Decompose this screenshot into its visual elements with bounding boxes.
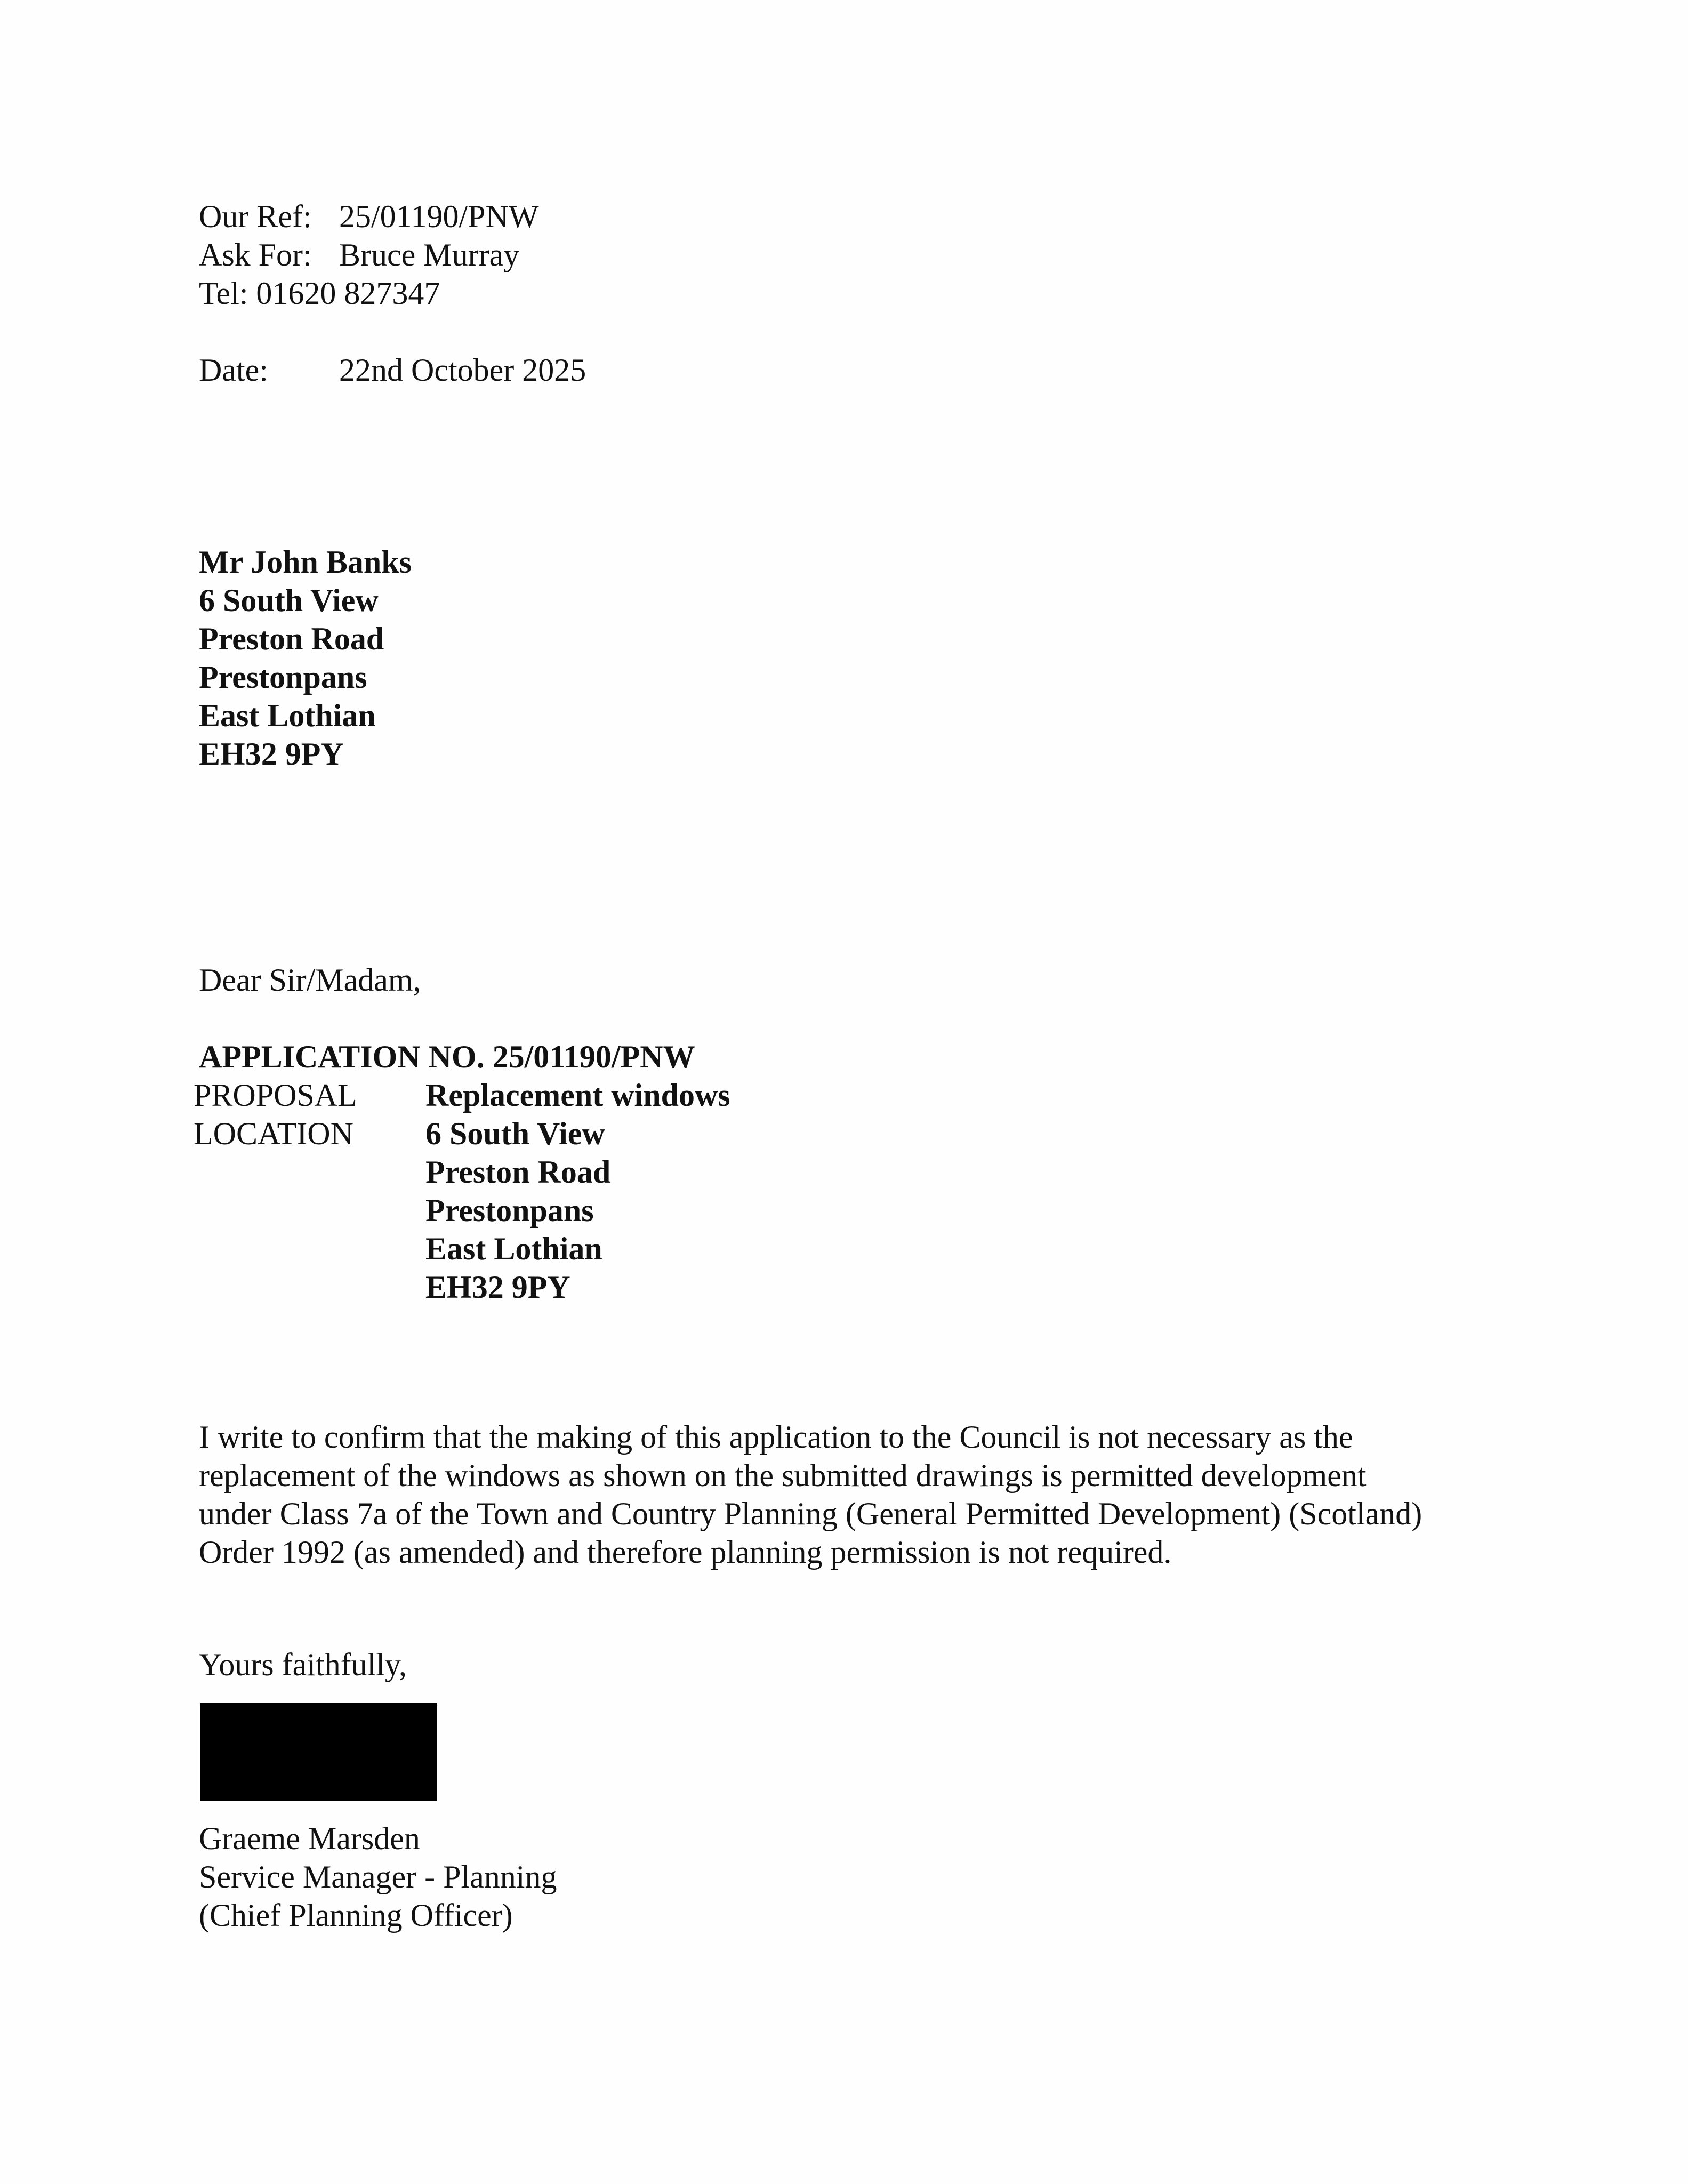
location-label: LOCATION <box>194 1116 353 1151</box>
location-line: East Lothian <box>425 1231 602 1266</box>
date-label: Date: <box>199 352 268 388</box>
recipient-address-line: 6 South View <box>199 583 379 618</box>
ask-for-value: Bruce Murray <box>339 237 520 272</box>
location-line: 6 South View <box>425 1116 605 1151</box>
location-line: Preston Road <box>425 1154 611 1190</box>
body-line: I write to confirm that the making of this application to the Council is not necessary as the <box>199 1419 1353 1455</box>
salutation: Dear Sir/Madam, <box>199 962 421 998</box>
redacted-signature <box>200 1703 437 1801</box>
recipient-address-line: East Lothian <box>199 698 376 733</box>
body-line: Order 1992 (as amended) and therefore planning permission is not required. <box>199 1535 1172 1570</box>
tel-text: Tel: 01620 827347 <box>199 276 440 311</box>
location-line: Prestonpans <box>425 1193 594 1228</box>
signatory-name: Graeme Marsden <box>199 1821 420 1856</box>
date-value: 22nd October 2025 <box>339 352 586 388</box>
recipient-address-line: Preston Road <box>199 621 384 656</box>
proposal-value: Replacement windows <box>425 1078 730 1113</box>
proposal-label: PROPOSAL <box>194 1078 357 1113</box>
signatory-title: Service Manager - Planning <box>199 1859 557 1894</box>
body-line: under Class 7a of the Town and Country Planning (General Permitted Development) (Scotland) <box>199 1496 1422 1531</box>
signatory-block <box>199 1819 557 1934</box>
recipient-address <box>199 543 412 773</box>
location-postcode: EH32 9PY <box>425 1270 570 1305</box>
recipient-address-line: Prestonpans <box>199 660 367 695</box>
body-line: replacement of the windows as shown on the submitted drawings is permitted development <box>199 1458 1367 1493</box>
closing: Yours faithfully, <box>199 1647 407 1682</box>
body-paragraph <box>199 1418 1489 1571</box>
application-heading: APPLICATION NO. 25/01190/PNW <box>199 1039 695 1074</box>
ask-for-label: Ask For: <box>199 237 312 272</box>
recipient-name: Mr John Banks <box>199 544 412 580</box>
our-ref-label: Our Ref: <box>199 199 312 234</box>
our-ref-value: 25/01190/PNW <box>339 199 539 234</box>
signatory-role: (Chief Planning Officer) <box>199 1898 513 1933</box>
recipient-postcode: EH32 9PY <box>199 736 344 772</box>
